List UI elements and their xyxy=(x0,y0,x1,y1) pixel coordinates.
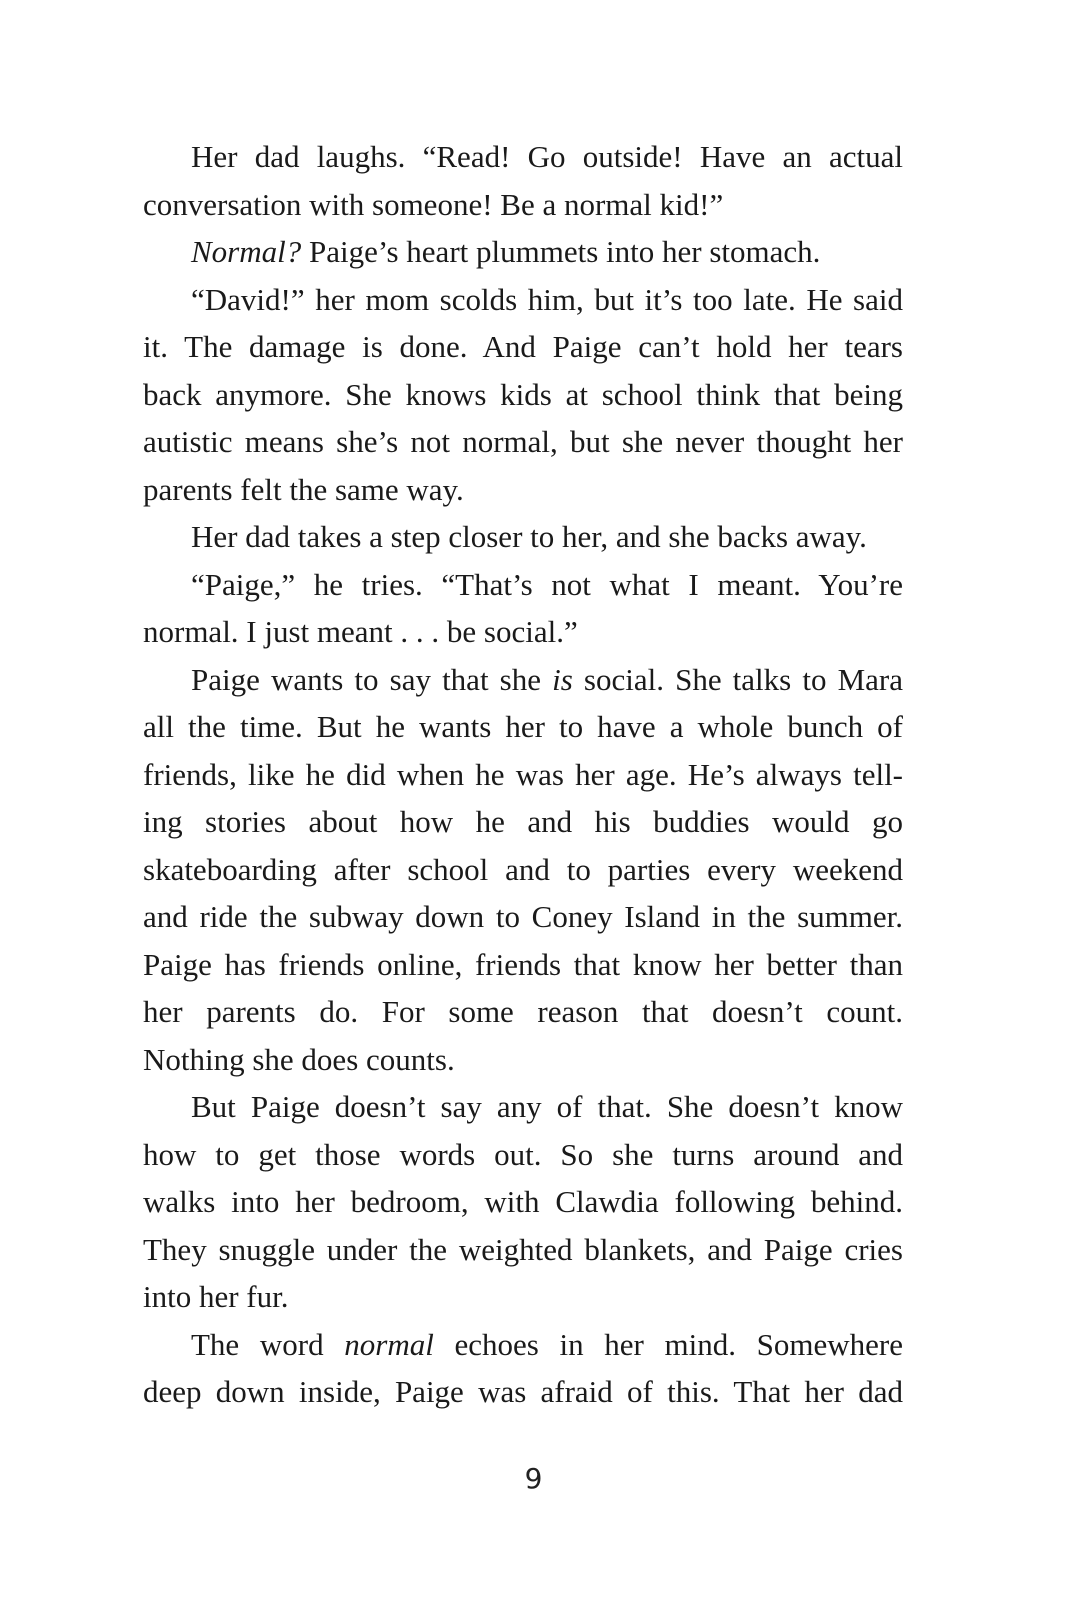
text-segment: Paige has friends online, friends that know her better than xyxy=(143,946,903,982)
text-line xyxy=(143,513,903,561)
text-segment: how to get those words out. So she turns around and xyxy=(143,1136,903,1172)
text-segment: back anymore. She knows kids at school think that being xyxy=(143,376,903,412)
text-line xyxy=(143,466,903,514)
text-segment: conversation with someone! Be a normal kid!” xyxy=(143,186,724,222)
text-segment: They snuggle under the weighted blankets, and Paige cries xyxy=(143,1231,903,1267)
text-segment: Her dad laughs. “Read! Go outside! Have an actual xyxy=(191,139,903,174)
body-text xyxy=(143,133,903,1416)
text-segment: it. The damage is done. And Paige can’t hold her tears xyxy=(143,329,903,364)
text-line xyxy=(143,1178,903,1226)
text-segment: all the time. But he wants her to have a whole bunch of xyxy=(143,709,903,744)
text-line xyxy=(143,1036,903,1084)
text-line xyxy=(143,798,903,846)
text-segment: But Paige doesn’t say any of that. She doesn’t know xyxy=(191,1089,903,1124)
text-line xyxy=(143,323,903,371)
text-line xyxy=(143,1226,903,1274)
italic-text: normal xyxy=(344,1326,434,1362)
text-line xyxy=(143,181,903,229)
italic-text: Normal? xyxy=(191,234,302,269)
text-segment: into her fur. xyxy=(143,1279,289,1314)
text-line xyxy=(143,133,903,181)
text-line xyxy=(143,846,903,894)
text-segment: parents felt the same way. xyxy=(143,471,464,507)
text-segment: skateboarding after school and to parties every weekend xyxy=(143,851,903,887)
text-segment: Her dad takes a step closer to her, and she backs away. xyxy=(191,519,867,554)
text-line xyxy=(143,751,903,799)
text-line xyxy=(143,1083,903,1131)
text-segment: walks into her bedroom, with Clawdia following behind. xyxy=(143,1184,903,1219)
text-segment: ing stories about how he and his buddies would go xyxy=(143,804,903,839)
text-line xyxy=(143,276,903,324)
text-segment: The word xyxy=(191,1326,345,1362)
text-segment: and ride the subway down to Coney Island in the summer. xyxy=(143,899,903,934)
text-line xyxy=(143,228,903,276)
page-number: 9 xyxy=(524,1462,543,1495)
text-segment: “Paige,” he tries. “That’s not what I meant. You’re xyxy=(191,566,903,602)
text-segment: normal. I just meant . . . be social.” xyxy=(143,614,578,649)
text-segment: Paige wants to say that she xyxy=(191,661,553,697)
text-line xyxy=(143,1273,903,1321)
text-line xyxy=(143,371,903,419)
text-line xyxy=(143,988,903,1036)
text-segment: Nothing she does counts. xyxy=(143,1041,455,1077)
text-segment: her parents do. For some reason that doesn’t count. xyxy=(143,994,903,1029)
text-line xyxy=(143,1368,903,1416)
text-segment: social. She talks to Mara xyxy=(572,661,903,697)
text-line xyxy=(143,941,903,989)
italic-text: is xyxy=(552,661,573,697)
text-segment: Paige’s heart plummets into her stomach. xyxy=(301,234,821,269)
text-line xyxy=(143,656,903,704)
text-line xyxy=(143,608,903,656)
text-segment: autistic means she’s not normal, but she never thought her xyxy=(143,424,903,459)
text-segment: friends, like he did when he was her age. He’s always tell- xyxy=(143,756,903,792)
text-line xyxy=(143,1131,903,1179)
text-segment: “David!” her mom scolds him, but it’s too late. He said xyxy=(191,281,903,317)
text-line xyxy=(143,418,903,466)
text-line xyxy=(143,1321,903,1369)
text-segment: deep down inside, Paige was afraid of this. That her dad xyxy=(143,1374,903,1409)
text-line xyxy=(143,893,903,941)
text-line xyxy=(143,561,903,609)
text-line xyxy=(143,703,903,751)
text-segment: echoes in her mind. Somewhere xyxy=(433,1326,904,1362)
